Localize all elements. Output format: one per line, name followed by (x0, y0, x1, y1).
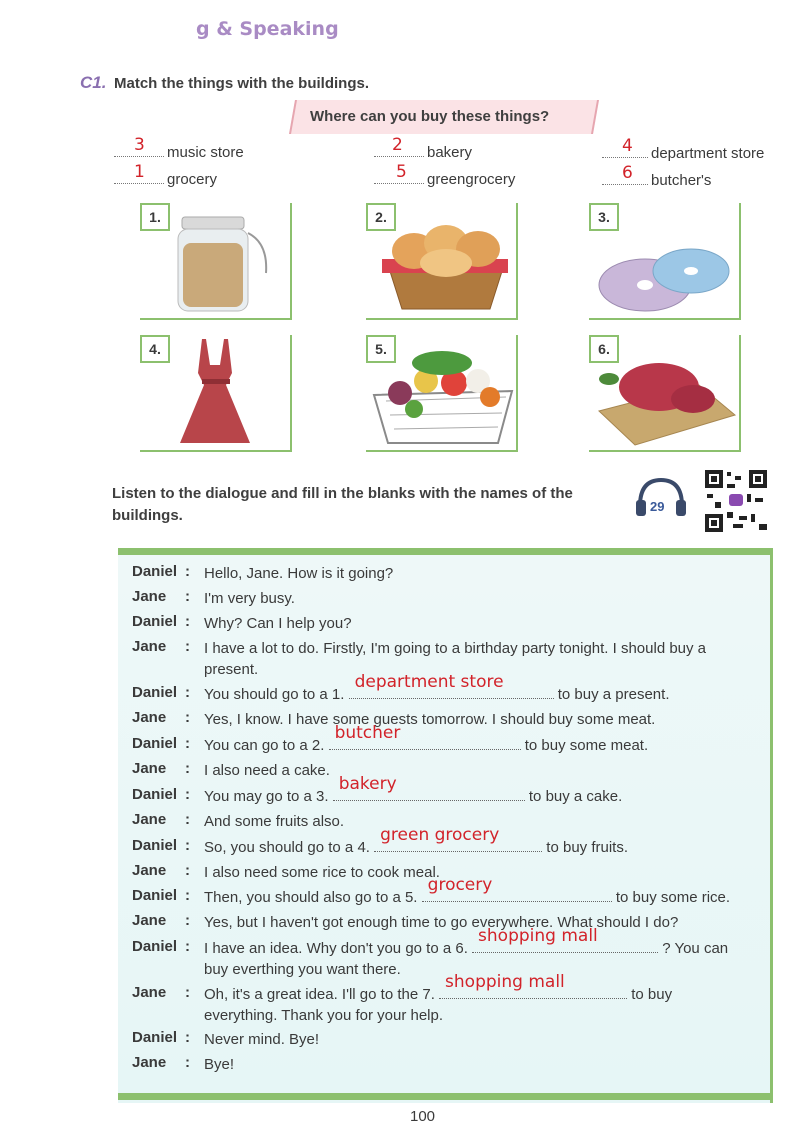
match-item: 3 music store (114, 144, 244, 161)
picture-number: 3. (589, 203, 619, 231)
picture-card-5 (366, 335, 518, 452)
picture-card-4 (140, 335, 292, 452)
page-number: 100 (410, 1108, 436, 1125)
ribbon-text: Where can you buy these things? (310, 108, 550, 125)
answer-blank[interactable]: 3 (114, 144, 164, 157)
rice-jar-icon (140, 203, 290, 318)
match-item: 6 butcher's (602, 172, 711, 189)
answer-blank[interactable]: 6 (602, 172, 648, 185)
red-dress-icon (140, 335, 290, 450)
picture-card-3 (589, 203, 741, 320)
answer-blank[interactable]: shopping mall (472, 938, 658, 953)
section-number: C1. (80, 73, 107, 92)
picture-number: 5. (366, 335, 396, 363)
answer-blank[interactable]: shopping mall (439, 984, 627, 999)
page-header-title: g & Speaking (196, 18, 339, 40)
match-item: 5 greengrocery (374, 171, 515, 188)
c1-instruction: Match the things with the buildings. (114, 75, 369, 92)
answer-blank[interactable]: 5 (374, 171, 424, 184)
track-number: 29 (650, 499, 665, 514)
picture-card-6 (589, 335, 741, 452)
answer-blank[interactable]: 2 (374, 144, 424, 157)
raw-meat-icon (589, 335, 739, 450)
picture-card-2 (366, 203, 518, 320)
answer-blank[interactable]: 4 (602, 145, 648, 158)
picture-number: 4. (140, 335, 170, 363)
match-item: 1 grocery (114, 171, 217, 188)
match-item: 4 department store (602, 145, 764, 162)
answer-blank[interactable]: grocery (422, 887, 612, 902)
picture-card-1 (140, 203, 292, 320)
answer-blank[interactable]: bakery (333, 786, 525, 801)
qr-code-icon[interactable] (703, 468, 769, 534)
vegetable-basket-icon (366, 335, 516, 450)
picture-number: 6. (589, 335, 619, 363)
answer-blank[interactable]: 1 (114, 171, 164, 184)
answer-blank[interactable]: butcher (329, 735, 521, 750)
answer-blank[interactable]: department store (349, 684, 554, 699)
match-item: 2 bakery (374, 144, 472, 161)
cd-discs-icon (589, 203, 739, 318)
answer-blank[interactable]: green grocery (374, 837, 542, 852)
picture-number: 2. (366, 203, 396, 231)
listen-instruction: Listen to the dialogue and fill in the blanks with the names of the buildings. (112, 485, 573, 524)
picture-number: 1. (140, 203, 170, 231)
bread-basket-icon (366, 203, 516, 318)
dialogue-panel-footer (118, 1093, 773, 1100)
